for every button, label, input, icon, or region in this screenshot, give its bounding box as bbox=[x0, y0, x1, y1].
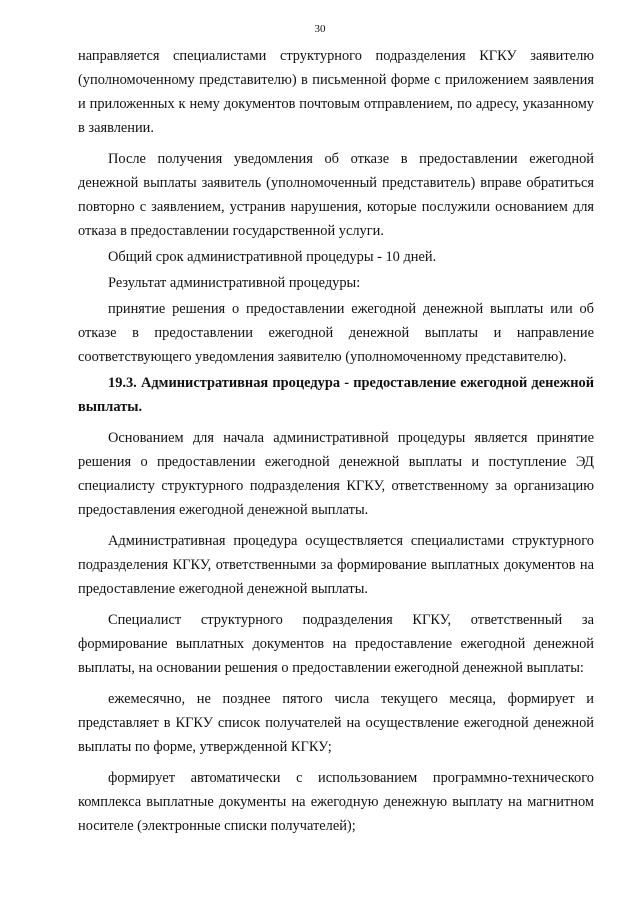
paragraph-specialist-duties: Специалист структурного подразделения КГКУ, ответственный за формирование выплатных документов на предоставление ежегодной денежной выплаты, на основании решения о предоставлении ежегодной денежной выплаты: bbox=[78, 612, 594, 676]
paragraph-total-term: Общий срок административной процедуры - 10 дней. bbox=[108, 249, 437, 265]
paragraph-result-text: принятие решения о предоставлении ежегодной денежной выплаты или об отказе в предоставлении ежегодной денежной выплаты и направление соответствующего уведомления заявителю (уполномоченному представителю). bbox=[78, 301, 594, 365]
paragraph-repeat-application: После получения уведомления об отказе в предоставлении ежегодной денежной выплаты заявитель (уполномоченный представитель) вправе обратиться повторно с заявлением, устранив нарушения, которые послужили основанием для отказа в предоставлении государственной услуги. bbox=[78, 151, 594, 239]
paragraph-procedure-basis: Основанием для начала административной процедуры является принятие решения о предоставлении ежегодной денежной выплаты и поступление ЭД специалисту структурного подразделения КГКУ, ответственному за организацию предоставления ежегодной денежной выплаты. bbox=[78, 430, 594, 518]
paragraph-result-heading: Результат административной процедуры: bbox=[108, 275, 361, 291]
list-item-monthly-list: ежемесячно, не позднее пятого числа текущего месяца, формирует и представляет в КГКУ список получателей на осуществление ежегодной денежной выплаты по форме, утвержденной КГКУ; bbox=[78, 691, 594, 755]
paragraph-procedure-performers: Административная процедура осуществляется специалистами структурного подразделения КГКУ, ответственными за формирование выплатных документов на предоставление ежегодной денежной выплаты. bbox=[78, 533, 594, 597]
list-item-payment-documents: формирует автоматически с использованием программно-технического комплекса выплатные документы на ежегодную денежную выплату на магнитном носителе (электронные списки получателей); bbox=[78, 770, 594, 834]
section-heading-19-3: 19.3. Административная процедура - предоставление ежегодной денежной выплаты. bbox=[78, 375, 594, 415]
document-body bbox=[78, 44, 594, 838]
page-number: 30 bbox=[314, 23, 326, 35]
paragraph-notification-delivery: направляется специалистами структурного подразделения КГКУ заявителю (уполномоченному представителю) в письменной форме с приложением заявления и приложенных к нему документов почтовым отправлением, по адресу, указанному в заявлении. bbox=[78, 48, 594, 136]
